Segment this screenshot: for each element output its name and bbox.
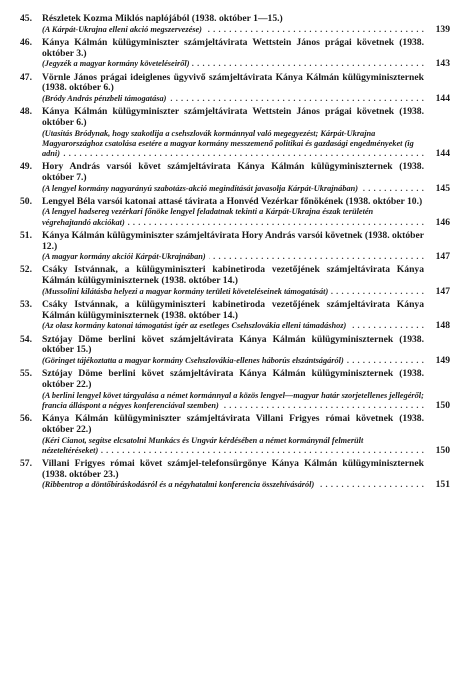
toc-entry: [20, 300, 450, 332]
entry-title: Villani Frigyes római követ számjel-telefonsürgönye Kánya Kálmán külügyminiszternek (1938. október 23.): [42, 457, 424, 480]
entry-title: Kánya Kálmán külügyminiszter számjeltávirata Wettstein János prágai követnek (1938. október 6.): [42, 106, 424, 128]
entry-summary-text: (A magyar kormány akciói Kárpát-Ukrajnában): [42, 252, 209, 261]
entry-page-number: 144: [435, 92, 450, 104]
entry-summary-text: (Bródy András pénzbeli támogatása): [42, 94, 169, 103]
entry-summary-text: (Kéri Cianot, segítse elcsatolni Munkács és Ungvár kérdésében a német kormánynál felmerült nézeteltéréseket): [42, 435, 364, 455]
entry-number: 47.: [20, 71, 32, 83]
toc-entry: [20, 414, 450, 456]
entry-summary-text: (Ribbentrop a döntőbíráskodásról és a négyhatalmi konferencia összehívásáról): [42, 480, 317, 489]
entry-title: Vörnle János prágai ideiglenes ügyvivő számjeltávirata Kánya Kálmán külügyminiszternek (1938. október 6.): [42, 71, 424, 94]
entry-number: 55.: [20, 368, 32, 380]
entry-summary: [42, 94, 424, 104]
entry-page-number: 144: [435, 147, 450, 159]
entry-summary-text: (A Kárpát-Ukrajna elleni akció megszervezése): [42, 25, 205, 34]
entry-summary: [42, 480, 424, 490]
entry-number: 45.: [20, 13, 32, 24]
toc-entry: [20, 265, 450, 297]
entry-summary: [42, 25, 424, 35]
entry-title: Sztójay Döme berlini követ számjeltávirata Kánya Kálmán külügyminiszternek (1938. október 15.): [42, 333, 424, 356]
entry-title: Hory András varsói követ számjeltávirata Kánya Kálmán külügyminiszternek (1938. október 7.): [42, 161, 424, 183]
entry-title: Csáky Istvánnak, a külügyminiszteri kabinetiroda vezetőjének számjeltávirata Kánya Kálmán külügyminiszternek (1938. október 14.): [42, 299, 424, 321]
entry-summary-text: (Mussolini kilátásba helyezi a magyar kormány területi követeléseinek támogatását): [42, 287, 331, 296]
toc-entry: [20, 38, 450, 70]
entry-page-number: 150: [435, 399, 450, 411]
toc-entry: [20, 107, 450, 159]
entry-summary: [42, 207, 424, 227]
entry-summary: [42, 321, 424, 331]
entry-page-number: 151: [435, 479, 450, 491]
entry-number: 46.: [20, 36, 32, 48]
entry-title: Kánya Kálmán külügyminiszter számjeltávirata Wettstein János prágai követnek (1938. október 3.): [42, 36, 424, 59]
entry-summary-text: (A lengyel hadsereg vezérkari főnöke lengyel feladatnak tekinti a Kárpát-Ukrajna észak területén végrehajtandó akciókat): [42, 207, 374, 227]
entry-title: Sztójay Döme berlini követ számjeltávirata Kánya Kálmán külügyminiszternek (1938. október 22.): [42, 368, 424, 390]
entry-summary-text: (Az olasz kormány katonai támogatást ígér az esetleges Csehszlovákia elleni támadáshoz): [42, 321, 349, 330]
entry-summary-text: (Jegyzék a magyar kormány követeléseiről): [42, 59, 192, 68]
toc-entry: [20, 162, 450, 194]
entry-number: 57.: [20, 457, 32, 469]
entry-summary: [42, 184, 424, 194]
toc-entry: [20, 369, 450, 411]
entry-number: 48.: [20, 106, 32, 118]
entry-summary: [42, 391, 424, 411]
entry-title: Kánya Kálmán külügyminiszter számjeltávirata Villani Frigyes római követnek (1938. október 22.): [42, 413, 424, 435]
entry-summary: [42, 252, 424, 262]
entry-summary: [42, 59, 424, 69]
entry-page-number: 147: [435, 251, 450, 263]
entry-page-number: 145: [435, 182, 450, 194]
entry-summary-text: (A lengyel kormány nagyarányú szabotázs-akció megindítását javasolja Kárpát-Ukrajnában): [42, 184, 361, 193]
toc-entry: [20, 231, 450, 263]
toc-entry: [20, 335, 450, 367]
table-of-contents: [20, 14, 450, 494]
entry-page-number: 150: [435, 444, 450, 456]
entry-summary: [42, 129, 424, 160]
entry-number: 51.: [20, 229, 32, 241]
entry-page-number: 149: [435, 355, 450, 367]
entry-page-number: 147: [435, 285, 450, 297]
entry-summary: [42, 356, 424, 366]
entry-title: Csáky Istvánnak, a külügyminiszteri kabinetiroda vezetőjének számjeltávirata Kánya Kálmán külügyminiszternek (1938. október 14.): [42, 264, 424, 287]
entry-summary: [42, 436, 424, 456]
toc-entry: [20, 14, 450, 35]
entry-summary-text: (Göringet tájékoztatta a magyar kormány Csehszlovákia-ellenes háborús elszántságáról): [42, 356, 347, 365]
entry-page-number: 146: [435, 216, 450, 228]
entry-page-number: 148: [435, 320, 450, 332]
entry-number: 53.: [20, 299, 32, 311]
entry-page-number: 139: [435, 23, 450, 35]
entry-summary-text: (Utasítás Bródynak, hogy szakotlija a csehszlovák kormánnyal való megegyezést; Kárpát-Ukrajna Magyarországhoz csatolása esetére a magyar kormány messzemenő politikai és gazdasági engedményeket (ig adni): [42, 128, 414, 158]
entry-title: Kánya Kálmán külügyminiszter számjeltávirata Hory András varsói követnek (1938. október 12.): [42, 229, 424, 252]
entry-number: 56.: [20, 413, 32, 425]
entry-number: 52.: [20, 264, 32, 276]
entry-number: 49.: [20, 161, 32, 173]
entry-title: Lengyel Béla varsói katonai attasé távirata a Honvéd Vezérkar főnökének (1938. október 10.): [42, 195, 423, 207]
toc-entry: [20, 459, 450, 491]
entry-summary: [42, 287, 424, 297]
entry-number: 54.: [20, 333, 32, 345]
entry-summary-text: (A berlini lengyel követ tárgyalása a német kormánnyal a közös lengyel—magyar határ szorjetellenes jellegéről; francia álláspont a négyes konferenciával szemben): [42, 390, 424, 410]
entry-page-number: 143: [435, 58, 450, 70]
toc-entry: [20, 197, 450, 228]
toc-entry: [20, 73, 450, 105]
entry-number: 50.: [20, 195, 32, 207]
entry-title: Részletek Kozma Miklós naplójából (1938. október 1—15.): [42, 13, 283, 24]
